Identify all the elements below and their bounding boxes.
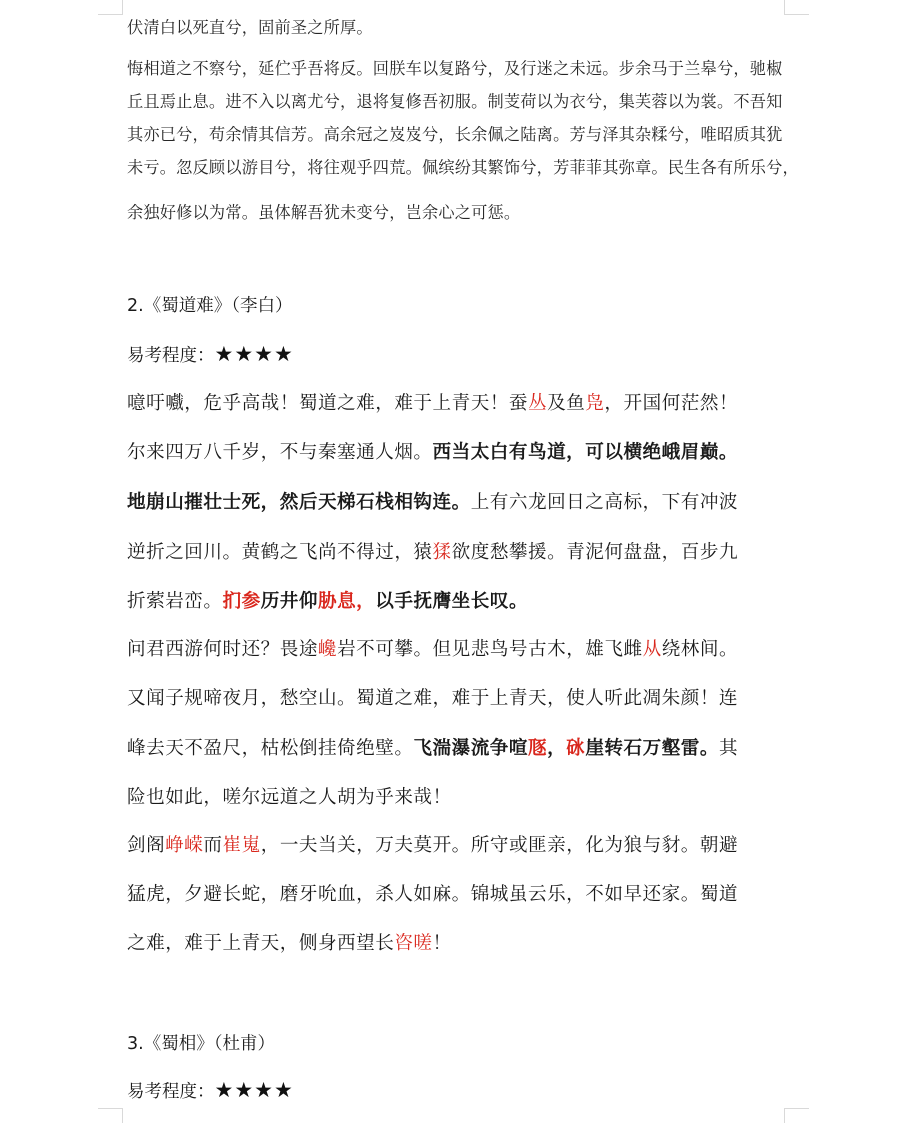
lisao-line — [127, 199, 520, 223]
crop-mark-bottom-right — [784, 1108, 809, 1123]
lisao-line — [127, 121, 783, 145]
text-segment: 噫吁嚱，危乎高哉！蜀道之难，难于上青天！蚕 — [127, 393, 528, 414]
bold-text: ， — [547, 738, 567, 759]
bold-text: 历井仰 — [260, 591, 318, 612]
text-segment: 问君西游何时还？畏途 — [127, 639, 318, 660]
lisao-line — [127, 154, 799, 178]
poem-line — [127, 734, 738, 760]
poem-line — [127, 635, 738, 661]
section-heading-shudaonan: 2.《蜀道难》（李白） — [127, 296, 293, 316]
text-segment: 而 — [203, 835, 223, 856]
poem-line — [127, 587, 528, 613]
highlighted-text: 丛 — [527, 393, 548, 414]
text-segment: 峰去天不盈尺，枯松倒挂倚绝壁。 — [127, 738, 414, 759]
lisao-line — [127, 88, 783, 112]
section-heading-shuxiang: 3.《蜀相》（杜甫） — [127, 1034, 275, 1054]
text-segment: 悔相道之不察兮，延伫乎吾将反。回朕车以复路兮，及行迷之未远。步余马于兰皋兮，驰椒 — [127, 59, 783, 78]
bold-text: 崖转石万壑雷。 — [585, 738, 719, 759]
text-segment: ，一夫当关，万夫莫开。所守或匪亲，化为狼与豺。朝避 — [260, 835, 739, 856]
highlighted-text: 砯 — [566, 738, 586, 759]
bold-text: 西当太白有鸟道，可以横绝峨眉巅。 — [432, 442, 739, 463]
poem-line — [127, 438, 738, 464]
rating-label: 易考程度： — [127, 1082, 215, 1102]
highlighted-text: 崔嵬 — [222, 835, 261, 856]
highlighted-text: 咨嗟 — [394, 933, 433, 954]
highlighted-text: 扪参 — [222, 591, 261, 612]
highlighted-text: 猱 — [432, 542, 452, 563]
highlighted-text: 巉 — [317, 639, 338, 660]
highlighted-text: 凫 — [585, 393, 605, 414]
text-segment: ，开国何茫然！ — [604, 393, 739, 414]
text-segment: 其亦已兮，苟余情其信芳。高余冠之岌岌兮，长余佩之陆离。芳与泽其杂糅兮，唯昭质其犹 — [127, 125, 783, 144]
lisao-line — [127, 55, 783, 79]
text-segment: 折萦岩峦。 — [127, 591, 223, 612]
text-segment: 伏清白以死直兮，固前圣之所厚。 — [127, 18, 373, 37]
highlighted-text: 豗 — [528, 738, 548, 759]
poem-line — [127, 783, 452, 809]
bold-text: 飞湍瀑流争喧 — [413, 738, 528, 759]
text-segment: 余独好修以为常。虽体解吾犹未变兮，岂余心之可惩。 — [127, 203, 521, 222]
bold-text: 地崩山摧壮士死，然后天梯石栈相钩连。 — [127, 492, 471, 513]
difficulty-rating — [127, 342, 294, 367]
lisao-line — [127, 14, 373, 38]
poem-line — [127, 488, 738, 514]
crop-mark-top-left — [98, 0, 123, 15]
bold-text: 以手抚膺坐长叹。 — [375, 591, 529, 612]
highlighted-text: 从 — [642, 639, 662, 660]
text-segment: 未亏。忽反顾以游目兮，将往观乎四荒。佩缤纷其繁饰兮，芳菲菲其弥章。民生各有所乐兮， — [127, 158, 799, 177]
poem-line — [127, 880, 738, 906]
text-segment: 又闻子规啼夜月，愁空山。蜀道之难，难于上青天，使人听此凋朱颜！连 — [127, 688, 739, 709]
rating-label: 易考程度： — [127, 346, 215, 366]
poem-line — [127, 389, 738, 415]
text-segment: 及鱼 — [547, 393, 586, 414]
crop-mark-top-right — [784, 0, 809, 15]
text-segment: 上有六龙回日之高标，下有冲波 — [470, 492, 739, 513]
text-segment: 岩不可攀。但见悲鸟号古木，雄飞雌 — [337, 639, 643, 660]
text-segment: 尔来四万八千岁，不与秦塞通人烟。 — [127, 442, 433, 463]
text-segment: 欲度愁攀援。青泥何盘盘，百步九 — [451, 542, 739, 563]
text-segment: 其 — [719, 738, 739, 759]
text-segment: 逆折之回川。黄鹤之飞尚不得过，猿 — [127, 542, 433, 563]
text-segment: 丘且焉止息。进不入以离尤兮，退将复修吾初服。制芰荷以为衣兮，集芙蓉以为裳。不吾知 — [127, 92, 783, 111]
text-segment: 险也如此，嗟尔远道之人胡为乎来哉！ — [127, 787, 452, 808]
star-rating-icon: ★★★★ — [214, 342, 294, 366]
highlighted-text: 峥嵘 — [165, 835, 204, 856]
star-rating-icon: ★★★★ — [214, 1078, 294, 1102]
crop-mark-bottom-left — [98, 1108, 123, 1123]
poem-line — [127, 538, 738, 564]
text-segment: 剑阁 — [127, 835, 166, 856]
highlighted-text: 胁息， — [317, 591, 376, 612]
poem-line — [127, 929, 452, 955]
poem-line — [127, 831, 738, 857]
poem-line — [127, 684, 738, 710]
text-segment: ！ — [432, 933, 452, 954]
difficulty-rating — [127, 1078, 294, 1103]
text-segment: 之难，难于上青天，侧身西望长 — [127, 933, 395, 954]
text-segment: 猛虎，夕避长蛇，磨牙吮血，杀人如麻。锦城虽云乐，不如早还家。蜀道 — [127, 884, 739, 905]
text-segment: 绕林间。 — [661, 639, 739, 660]
